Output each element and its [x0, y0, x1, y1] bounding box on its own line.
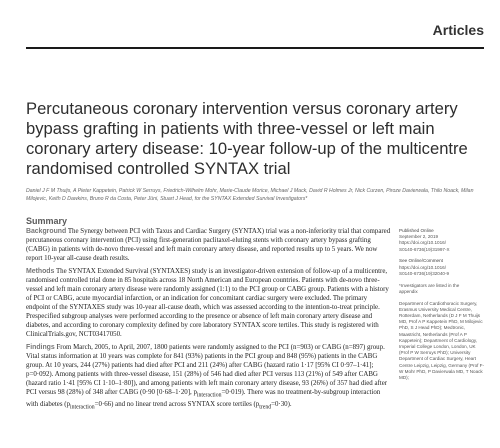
findings-text: From March, 2005, to April, 2007, 1800 patients were randomly assigned to the PCI (n=903) or CABG (n=897) group. Vital status information at 10 years was complete for 841 (93%) patients in the PCI group and 848 (95%) patients in the CABG group. At 10 years, 244 (27%) patients had died after PCI and 211 (24%) after CABG (hazard ratio 1·17 [95% CI 0·97–1·41]; p=0·092). Among patients with three-vessel disease, 151 (28%) of 546 had died after PCI versus 113 (21%) of 549 after CABG (hazard ratio 1·41 [95% CI 1·10–1·80]), and among patients with left main coronary artery disease, 93 (26%) of 357 had died after PCI versus 98 (28%) of 348 after CABG (0·90 [0·68–1·20], p	[26, 344, 388, 396]
findings-text-3: =0·66) and no linear trend across SYNTAX score tertiles (p	[94, 401, 260, 409]
findings-sub-1: interaction	[196, 392, 222, 399]
article-title: Percutaneous coronary intervention versus coronary artery bypass grafting in patients with three-vessel or left main coronary artery disease: 10-year follow-up of the multicentre randomised controlled SYNTAX trial	[26, 99, 468, 178]
publication-info	[399, 228, 485, 253]
findings-text-2: =0·019). There was no treatment-by-subgroup interaction with diabetes (p	[26, 389, 381, 409]
investigators-note	[399, 283, 485, 295]
see-online-label: See Online/Comment	[399, 258, 443, 264]
section-label: Articles	[432, 22, 484, 38]
affiliations	[399, 301, 485, 382]
comment-doi-link[interactable]: https://doi.org/10.1016/	[399, 264, 446, 270]
investigators-note-line-1: *Investigators are listed in the	[399, 282, 460, 288]
findings-paragraph	[26, 343, 392, 413]
affiliations-text: Department of Cardiothoracic Surgery, Erasmus University Medical Centre, Rotterdam, Netherlands (D J F M Thuijs MD, Prof A P Kappetein PhD, M Milojevic PhD, S J Head PhD); Medtronic, Maastricht, Netherlands (Prof A P Kappetein); Department of Cardiology, Imperial College London, London, UK (Prof P W Serruys PhD); University Department of Cardiac Surgery, Heart Centre Leipzig, Leipzig, Germany (Prof F-W Mohr PhD, P Davierwala MD, T Noack MD);	[399, 300, 485, 381]
article-sidebar	[399, 228, 485, 387]
methods-label: Methods	[26, 268, 55, 275]
header-rule	[26, 47, 484, 49]
findings-sub-2: interaction	[70, 404, 95, 411]
findings-label: Findings	[26, 344, 55, 351]
see-online-info	[399, 258, 485, 277]
doi-suffix[interactable]: S0140-6736(19)31997-X	[399, 246, 450, 252]
methods-text: The SYNTAX Extended Survival (SYNTAXES) study is an investigator-driven extension of follow-up of a multicentre, randomised controlled trial done in 85 hospitals across 18 North American and European countries. Patients with de-novo three-vessel and left main coronary artery disease were randomly assigned (1:1) to the PCI group or CABG group. Patients with a history of PCI or CABG, acute myocardial infarction, or an indication for concomitant cardiac surgery were excluded. The primary endpoint of the SYNTAXES study was 10-year all-cause death, which was assessed according to the intention-to-treat principle. Prespecified subgroup analyses were performed according to the presence or absence of left main coronary artery disease and diabetes, and according to coronary complexity defined by core laboratory SYNTAX score tertiles. This study is registered with ClinicalTrials.gov, NCT03417050.	[26, 268, 389, 338]
investigators-note-line-2: appendix	[399, 288, 418, 294]
background-label: Background	[26, 228, 67, 235]
summary-heading: Summary	[26, 216, 68, 226]
summary-body	[26, 227, 392, 417]
author-list: Daniel J F M Thuijs, A Pieter Kappetein, Patrick W Serruys, Friedrich-Wilhelm Mohr, Marie-Claude Morice, Michael J Mack, David R Holmes Jr, Nick Curzen, Piroze Davierwala, Thilo Noack, Milan Milojevic, Keith D Dawkins, Bruno R da Costa, Peter Jüni, Stuart J Head, for the SYNTAX Extended Survival Investigators*	[26, 188, 474, 202]
methods-paragraph	[26, 267, 392, 339]
published-date: September 2, 2019	[399, 234, 439, 240]
findings-text-4: =0·30).	[271, 401, 292, 409]
background-text: The Synergy between PCI with Taxus and Cardiac Surgery (SYNTAX) trial was a non-inferiority trial that compared percutaneous coronary intervention (PCI) using first-generation paclitaxel-eluting stents with coronary artery bypass grafting (CABG) in patients with de-novo three-vessel and left main coronary artery disease, and reported results up to 5 years. We now report 10-year all-cause death results.	[26, 228, 391, 262]
journal-header	[0, 0, 500, 44]
doi-link[interactable]: https://doi.org/10.1016/	[399, 240, 446, 246]
comment-doi-suffix[interactable]: S0140-6736(19)32040-9	[399, 270, 450, 276]
findings-sub-3: trend	[259, 404, 272, 411]
published-online-label: Published Online	[399, 228, 434, 233]
background-paragraph	[26, 227, 392, 263]
